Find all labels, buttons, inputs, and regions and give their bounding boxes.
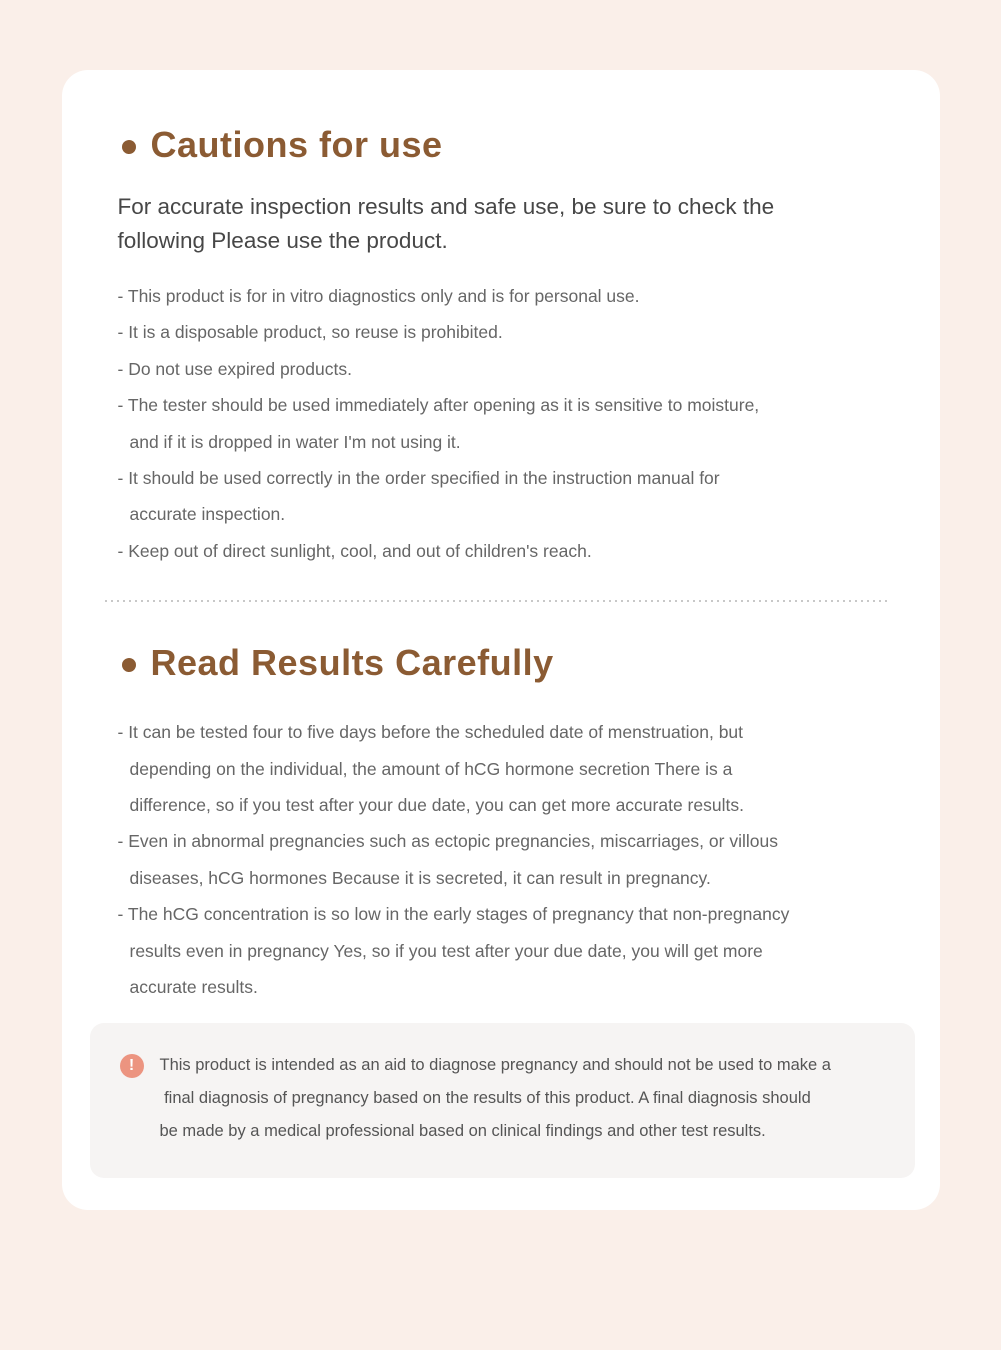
results-list — [118, 714, 884, 1005]
cautions-list — [118, 278, 884, 569]
exclamation-glyph: ! — [128, 1056, 135, 1074]
intro-line: following Please use the product. — [117, 228, 448, 253]
list-item: - Do not use expired products. — [117, 358, 352, 379]
note-line: final diagnosis of pregnancy based on the results of this product. A final diagnosis should — [159, 1088, 811, 1107]
list-item-continuation: accurate inspection. — [129, 504, 286, 525]
note-line: This product is intended as an aid to diagnose pregnancy and should not be used to make a — [159, 1055, 831, 1074]
list-item: - Even in abnormal pregnancies such as ectopic pregnancies, miscarriages, or villous — [117, 831, 778, 852]
list-item-continuation: and if it is dropped in water I'm not using it. — [129, 431, 461, 452]
intro-paragraph — [118, 190, 884, 258]
list-item-continuation: difference, so if you test after your due date, you can get more accurate results. — [129, 795, 744, 816]
list-item-continuation: results even in pregnancy Yes, so if you test after your due date, you will get more — [129, 940, 763, 961]
intro-line: For accurate inspection results and safe use, be sure to check the — [117, 194, 775, 219]
list-item: - This product is for in vitro diagnostics only and is for personal use. — [117, 286, 640, 306]
list-item: - It can be tested four to five days before the scheduled date of menstruation, but — [117, 722, 744, 743]
section-heading-cautions — [122, 122, 884, 168]
list-item: - It should be used correctly in the order specified in the instruction manual for — [117, 468, 720, 489]
exclamation-circle-icon — [120, 1054, 144, 1078]
list-item-continuation: accurate results. — [129, 977, 258, 998]
note-text — [160, 1049, 831, 1178]
page — [0, 70, 1001, 1350]
list-item: - Keep out of direct sunlight, cool, and out of children's reach. — [117, 540, 592, 561]
section-heading-read-results — [122, 640, 884, 686]
note-box — [90, 1023, 915, 1178]
dotted-divider — [105, 600, 887, 602]
section-title: Cautions for use — [150, 124, 443, 165]
list-item-continuation: diseases, hCG hormones Because it is secreted, it can result in pregnancy. — [129, 867, 711, 888]
section-title: Read Results Carefully — [150, 642, 554, 684]
bullet-icon — [122, 658, 136, 672]
bullet-icon — [122, 140, 136, 154]
list-item: - The hCG concentration is so low in the early stages of pregnancy that non-pregnancy — [117, 904, 790, 925]
list-item: - It is a disposable product, so reuse is prohibited. — [117, 322, 503, 343]
list-item-continuation: depending on the individual, the amount of hCG hormone secretion There is a — [129, 758, 733, 779]
note-line: be made by a medical professional based on clinical findings and other test results. — [159, 1122, 766, 1141]
list-item: - The tester should be used immediately after opening as it is sensitive to moisture, — [117, 395, 760, 416]
content-card — [62, 70, 940, 1210]
